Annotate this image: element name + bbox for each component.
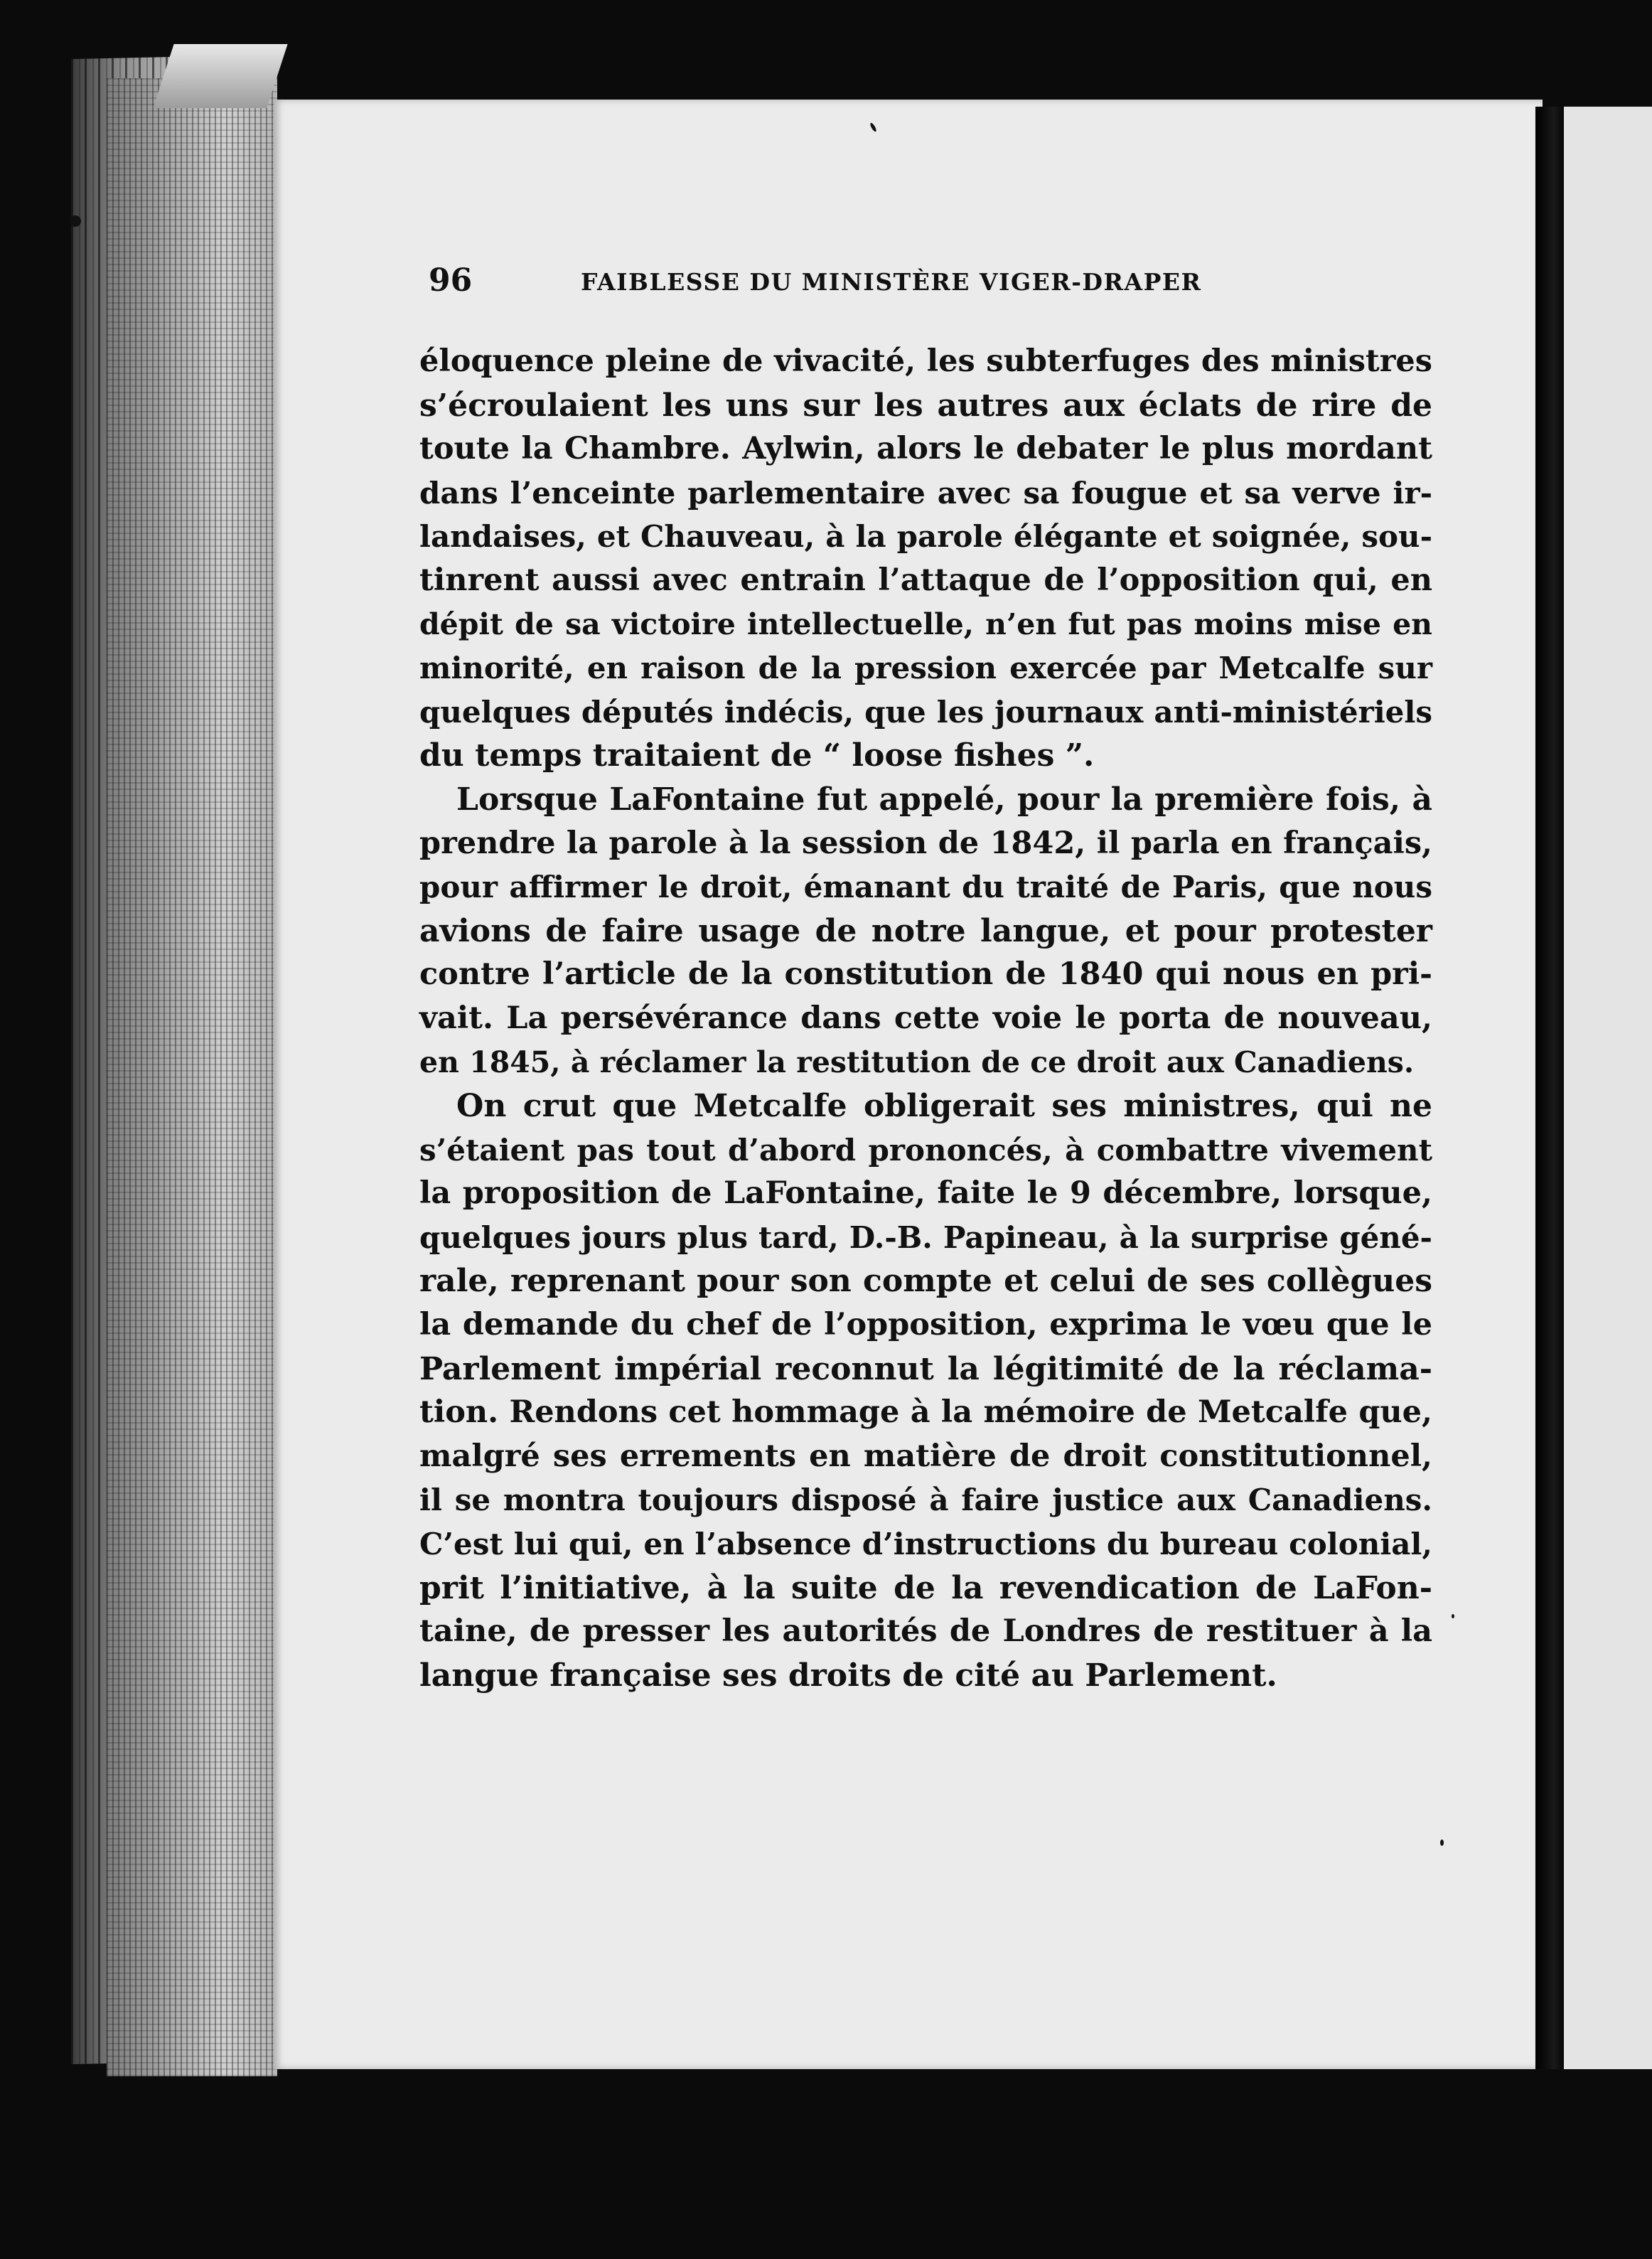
- page-edges-stack: [107, 78, 277, 2076]
- text-line: rale, reprenant pour son compte et celui de ses collègues: [419, 1263, 1432, 1300]
- text-line: prit l’initiative, à la suite de la revendication de LaFon-: [419, 1569, 1432, 1606]
- text-line: On crut que Metcalfe obligerait ses ministres, qui ne: [456, 1088, 1432, 1125]
- facing-page-edge: [1564, 107, 1652, 2069]
- text-line: en 1845, à réclamer la restitution de ce droit aux Canadiens.: [419, 1045, 1415, 1079]
- text-line: minorité, en raison de la pression exercée par Metcalfe sur: [419, 651, 1432, 686]
- text-line: dépit de sa victoire intellectuelle, n’en fut pas moins mise en: [419, 607, 1432, 641]
- text-line: malgré ses errements en matière de droit constitutionnel,: [419, 1438, 1432, 1474]
- text-line: s’étaient pas tout d’abord prononcés, à combattre vivement: [419, 1132, 1432, 1168]
- text-line: s’écroulaient les uns sur les autres aux éclats de rire de: [419, 387, 1432, 424]
- text-line: éloquence pleine de vivacité, les subterfuges des ministres: [419, 343, 1432, 379]
- text-line: Parlement impérial reconnut la légitimité de la réclama-: [419, 1350, 1432, 1387]
- text-line: taine, de presser les autorités de Londres de restituer à la: [419, 1613, 1432, 1650]
- text-line: pour affirmer le droit, émanant du traité de Paris, que nous: [419, 870, 1432, 905]
- text-line: contre l’article de la constitution de 1840 qui nous en pri-: [419, 956, 1432, 993]
- text-line: prendre la parole à la session de 1842, il parla en français,: [419, 825, 1432, 861]
- book-gutter: [1535, 107, 1567, 2069]
- text-line: Lorsque LaFontaine fut appelé, pour la première fois, à: [456, 781, 1432, 818]
- text-line: dans l’enceinte parlementaire avec sa fougue et sa verve ir-: [419, 475, 1432, 511]
- text-line: la demande du chef de l’opposition, exprima le vœu que le: [419, 1307, 1432, 1343]
- body-text: [419, 340, 1432, 1697]
- text-line: quelques jours plus tard, D.-B. Papineau, à la surprise géné-: [419, 1219, 1432, 1255]
- text-line: toute la Chambre. Aylwin, alors le debater le plus mordant: [419, 431, 1432, 467]
- page-edges-top: [153, 44, 287, 108]
- page-number: 96: [429, 262, 473, 299]
- text-line: avions de faire usage de notre langue, et pour protester: [419, 912, 1432, 949]
- dust-speck: [1452, 1614, 1454, 1618]
- running-head-title: FAIBLESSE DU MINISTÈRE VIGER-DRAPER: [581, 268, 1202, 296]
- running-head: [429, 260, 1297, 302]
- text-line: tion. Rendons cet hommage à la mémoire de Metcalfe que,: [419, 1394, 1432, 1431]
- text-line: langue française ses droits de cité au Parlement.: [419, 1657, 1277, 1694]
- text-line: la proposition de LaFontaine, faite le 9 décembre, lorsque,: [419, 1175, 1432, 1212]
- dust-speck: [70, 215, 81, 227]
- text-line: il se montra toujours disposé à faire justice aux Canadiens.: [419, 1483, 1432, 1518]
- text-line: vait. La persévérance dans cette voie le porta de nouveau,: [419, 1000, 1432, 1036]
- text-line: landaises, et Chauveau, à la parole élégante et soignée, sou-: [419, 519, 1432, 555]
- dust-speck: [1440, 1839, 1444, 1846]
- text-line: C’est lui qui, en l’absence d’instructions du bureau colonial,: [419, 1527, 1432, 1562]
- text-line: quelques députés indécis, que les journaux anti-ministériels: [419, 694, 1432, 730]
- text-line: du temps traitaient de “ loose fishes ”.: [419, 737, 1095, 774]
- text-line: tinrent aussi avec entrain l’attaque de l’opposition qui, en: [419, 562, 1432, 598]
